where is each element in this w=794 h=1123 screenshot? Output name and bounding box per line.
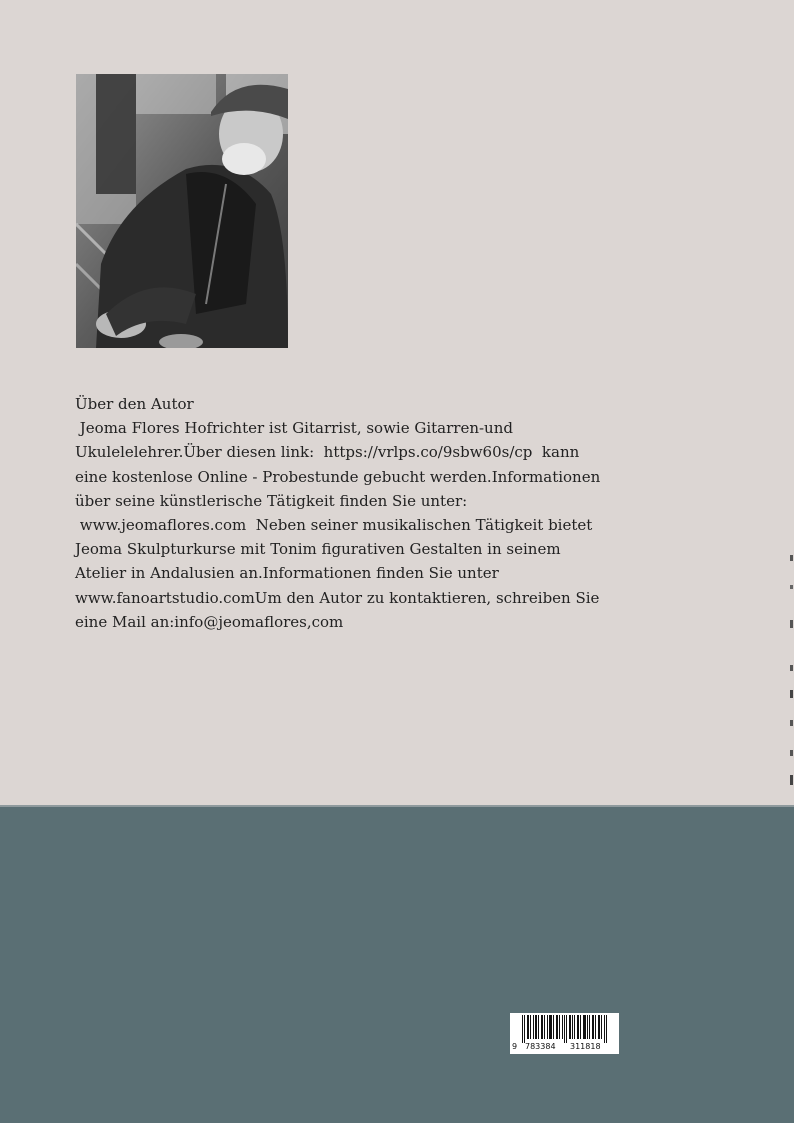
back-cover-bottom-panel: [0, 805, 794, 1123]
barcode-group-2: 311818: [570, 1042, 601, 1051]
barcode-prefix-digit: 9: [512, 1042, 518, 1051]
bio-line: www.fanoartstudio.comUm den Autor zu kontaktieren, schreiben Sie: [75, 588, 600, 607]
spine-edge-marks: [788, 400, 794, 800]
author-photo: [76, 74, 288, 348]
barcode-group-1: 783384: [525, 1042, 556, 1051]
bio-line: über seine künstlerische Tätigkeit finden Sie unter:: [75, 491, 468, 510]
bio-line: Jeoma Flores Hofrichter ist Gitarrist, sowie Gitarren-und: [75, 419, 513, 438]
barcode-digits: [510, 1042, 619, 1054]
bio-line: eine kostenlose Online - Probestunde gebucht werden.Informationen: [75, 467, 601, 486]
author-bio: [75, 392, 601, 634]
barcode-bars: [510, 1013, 619, 1043]
isbn-barcode: [510, 1013, 619, 1054]
bio-line: Jeoma Skulpturkurse mit Tonim figurativen Gestalten in seinem: [75, 540, 561, 559]
bio-line: Ukulelelehrer.Über diesen link: https://vrlps.co/9sbw60s/cp kann: [75, 443, 580, 462]
bio-line: Atelier in Andalusien an.Informationen finden Sie unter: [75, 564, 499, 583]
bio-heading: Über den Autor: [75, 395, 194, 413]
bio-line: www.jeomaflores.com Neben seiner musikalischen Tätigkeit bietet: [75, 516, 593, 535]
bio-line: eine Mail an:info@jeomaflores,com: [75, 612, 344, 631]
